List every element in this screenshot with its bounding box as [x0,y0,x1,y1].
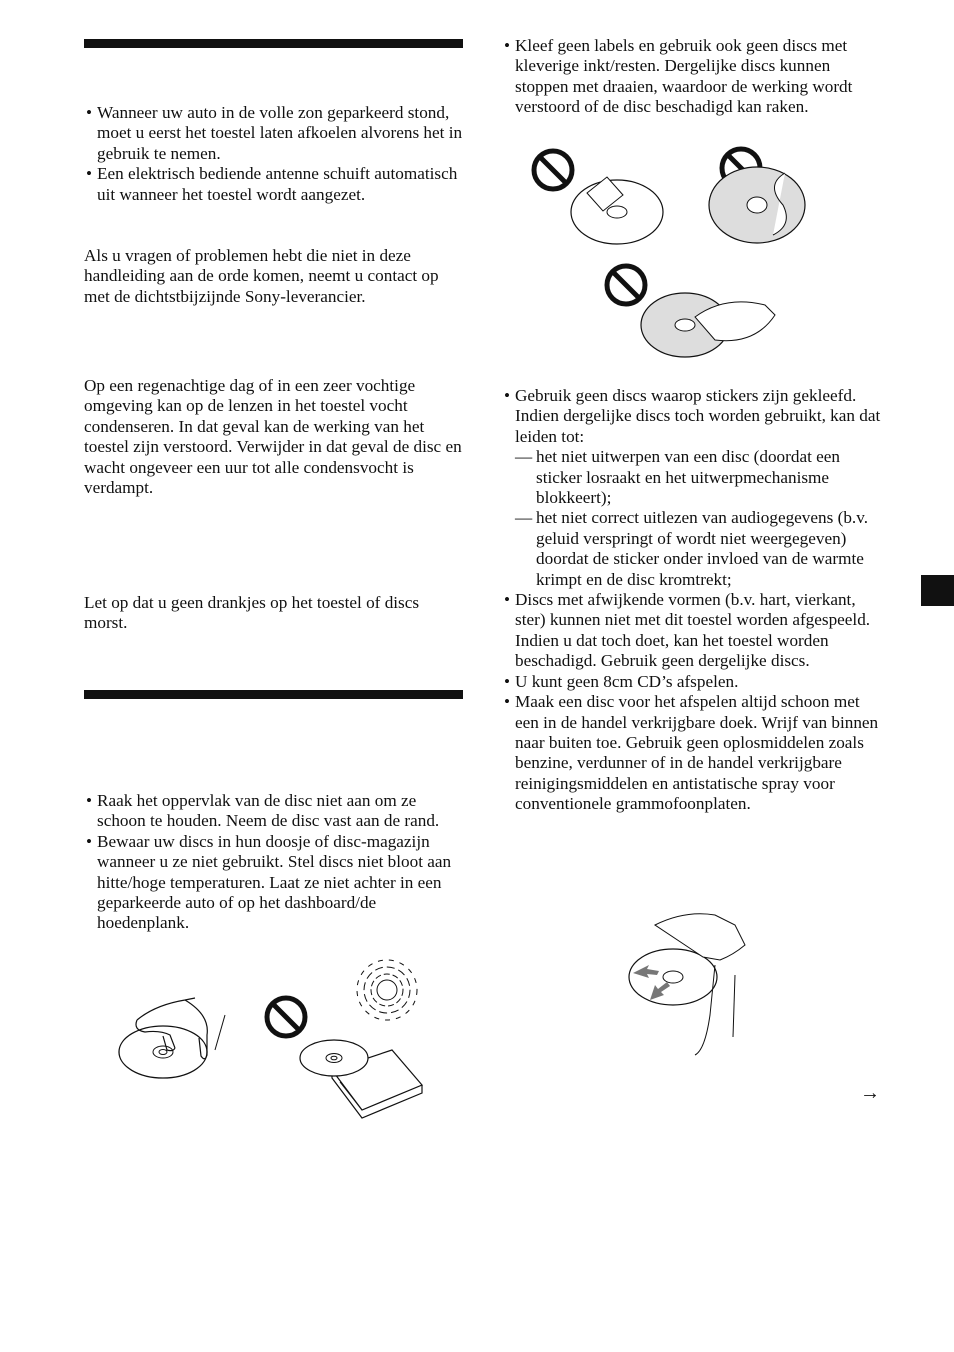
right-bullet-labels [503,36,885,118]
bullet-item: • Kleef geen labels en gebruik ook geen discs met kleverige inkt/resten. Dergelijke discs kunnen stoppen met draaien, waardoor de werking wordt verstoord of de disc beschadigd kan raken. [503,36,885,118]
paragraph-questions: Als u vragen of problemen hebt die niet in deze handleiding aan de orde komen, neemt u contact op met de dichtstbijzijnde Sony-leverancier. [84,246,439,306]
disc-cleaning-illustration [625,905,760,1055]
bullet-item: • Discs met afwijkende vormen (b.v. hart, vierkant, ster) kunnen niet met dit toestel worden afgespeeld. Indien u dat toch doet, kan het toestel worden beschadigd. Gebruik geen dergelijke discs. [503,590,885,672]
disc-labels-illustration [525,145,785,365]
paragraph-condensation: Op een regenachtige dag of in een zeer vochtige omgeving kan op de lenzen in het toestel vocht condenseren. In dat geval kan de werking van het toestel zijn verstoord. Verwijder in dat geval de disc en wacht ongeveer een uur tot alle condensvocht is verdampt. [84,376,462,498]
disc-hold-illustration [115,990,235,1090]
section-tab-marker [921,575,954,606]
prohibited-icon [267,998,305,1036]
left-bullets-2 [84,791,464,934]
bullet-item: • Wanneer uw auto in de volle zon geparkeerd stond, moet u eerst het toestel laten afkoelen alvorens het in gebruik te nemen. [84,103,464,164]
section-rule-middle [84,690,463,699]
bullet-item: • Raak het oppervlak van de disc niet aan om ze schoon te houden. Neem de disc vast aan de rand. [84,791,464,832]
bullet-item: • Een elektrisch bediende antenne schuift automatisch uit wanneer het toestel wordt aangezet. [84,164,464,205]
bullet-item: • U kunt geen 8cm CD’s afspelen. [503,672,885,692]
continue-arrow-icon: → [860,1082,880,1104]
sun-icon [357,960,417,1020]
section-rule-top [84,39,463,48]
bullet-item: • Bewaar uw discs in hun doosje of disc-magazijn wanneer u ze niet gebruikt. Stel discs niet bloot aan hitte/hoge temperaturen. Laat ze niet achter in een geparkeerde auto of op het dashboard/de hoedenplank. [84,832,464,934]
prohibited-icon [607,266,645,304]
paragraph-drinks: Let op dat u geen drankjes op het toestel of discs morst. [84,593,420,633]
disc-heat-illustration [262,960,432,1120]
left-bullets-1 [84,103,464,205]
dash-item: — het niet uitwerpen van een disc (doordat een sticker losraakt en het uitwerpmechanisme blokkeert); [503,447,885,508]
prohibited-icon [534,151,572,189]
bullet-item: • Maak een disc voor het afspelen altijd schoon met een in de handel verkrijgbare doek. Wrijf van binnen naar buiten toe. Gebruik geen oplosmiddelen zoals benzine, verdunner of in de handel verkrijgbare reinigingsmiddelen en antistatische spray voor conventionele grammofoonplaten. [503,692,885,814]
dash-item: — het niet correct uitlezen van audiogegevens (b.v. geluid verspringt of wordt niet weergegeven) doordat de sticker onder invloed van de warmte krimpt en de disc kromtrekt; [503,508,885,590]
right-bullet-stickers: • Gebruik geen discs waarop stickers zijn gekleefd. Indien dergelijke discs toch worden gebruikt, kan dat leiden tot: — het niet uitwerpen van een disc (doordat een sticker losraakt en het uitwerpmechanisme blokkeert); — het niet correct uitlezen van audiogegevens (b.v. geluid verspringt of wordt niet weergegeven) doordat de sticker onder invloed van de warmte krimpt en de disc kromtrekt; • Discs met afwijkende vormen (b.v. hart, vierkant, ster) kunnen niet met dit toestel worden afgespeeld. Indien u dat toch doet, kan het toestel worden beschadigd. Gebruik geen dergelijke discs. • U kunt geen 8cm CD’s afspelen. • Maak een disc voor het afspelen altijd schoon met een in de handel verkrijgbare doek. Wrijf van binnen naar buiten toe. Gebruik geen oplosmiddelen zoals benzine, verdunner of in de handel verkrijgbare reinigingsmiddelen en antistatische spray voor conventionele grammofoonplaten. [503,386,885,815]
bullet-item: • Gebruik geen discs waarop stickers zijn gekleefd. [503,386,885,406]
